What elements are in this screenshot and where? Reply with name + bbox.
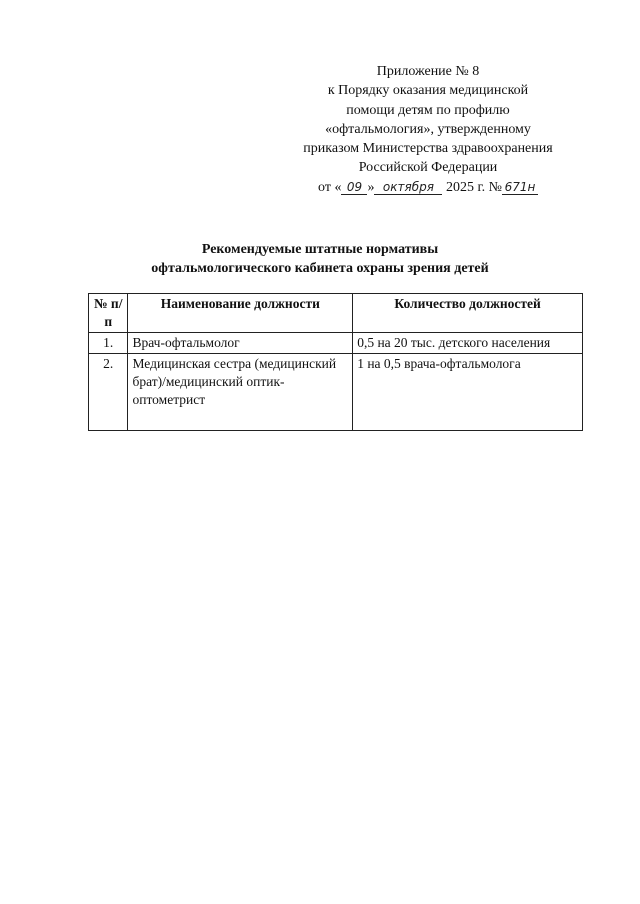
appendix-header: [268, 62, 588, 197]
handwritten-order-number: 671н: [502, 180, 538, 195]
header-line: приказом Министерства здравоохранения: [303, 141, 553, 157]
header-line: «офтальмология», утвержденному: [325, 121, 531, 137]
header-count: Количество должностей: [353, 294, 583, 333]
handwritten-month: октября: [374, 180, 442, 195]
header-line: к Порядку оказания медицинской: [327, 83, 529, 99]
header-line: помощи детям по профилю: [346, 102, 510, 118]
row-position: Врач-офтальмолог: [128, 333, 353, 354]
header-line: Российской Федерации: [358, 160, 498, 176]
header-number: № п/п: [89, 294, 128, 333]
date-year: 2025 г. №: [445, 179, 502, 195]
order-date-line: [268, 178, 588, 197]
row-count: 1 на 0,5 врача-офтальмолога: [353, 354, 583, 431]
staffing-table: [88, 293, 583, 431]
row-number: 2.: [89, 354, 128, 431]
title-line-1: Рекомендуемые штатные нормативы: [201, 242, 439, 257]
table-row: [89, 333, 583, 354]
table-header-row: [89, 294, 583, 333]
handwritten-day: 09: [341, 180, 367, 195]
row-count: 0,5 на 20 тыс. детского населения: [353, 333, 583, 354]
row-number: 1.: [89, 333, 128, 354]
document-title: [0, 240, 640, 278]
row-position: Медицинская сестра (медицинский брат)/медицинский оптик-оптометрист: [128, 354, 353, 431]
date-prefix: от «: [318, 179, 342, 195]
header-position: Наименование должности: [128, 294, 353, 333]
header-line: Приложение № 8: [376, 64, 480, 79]
title-line-2: офтальмологического кабинета охраны зрения детей: [151, 261, 489, 276]
table-row: [89, 354, 583, 431]
date-mid: »: [367, 179, 375, 195]
